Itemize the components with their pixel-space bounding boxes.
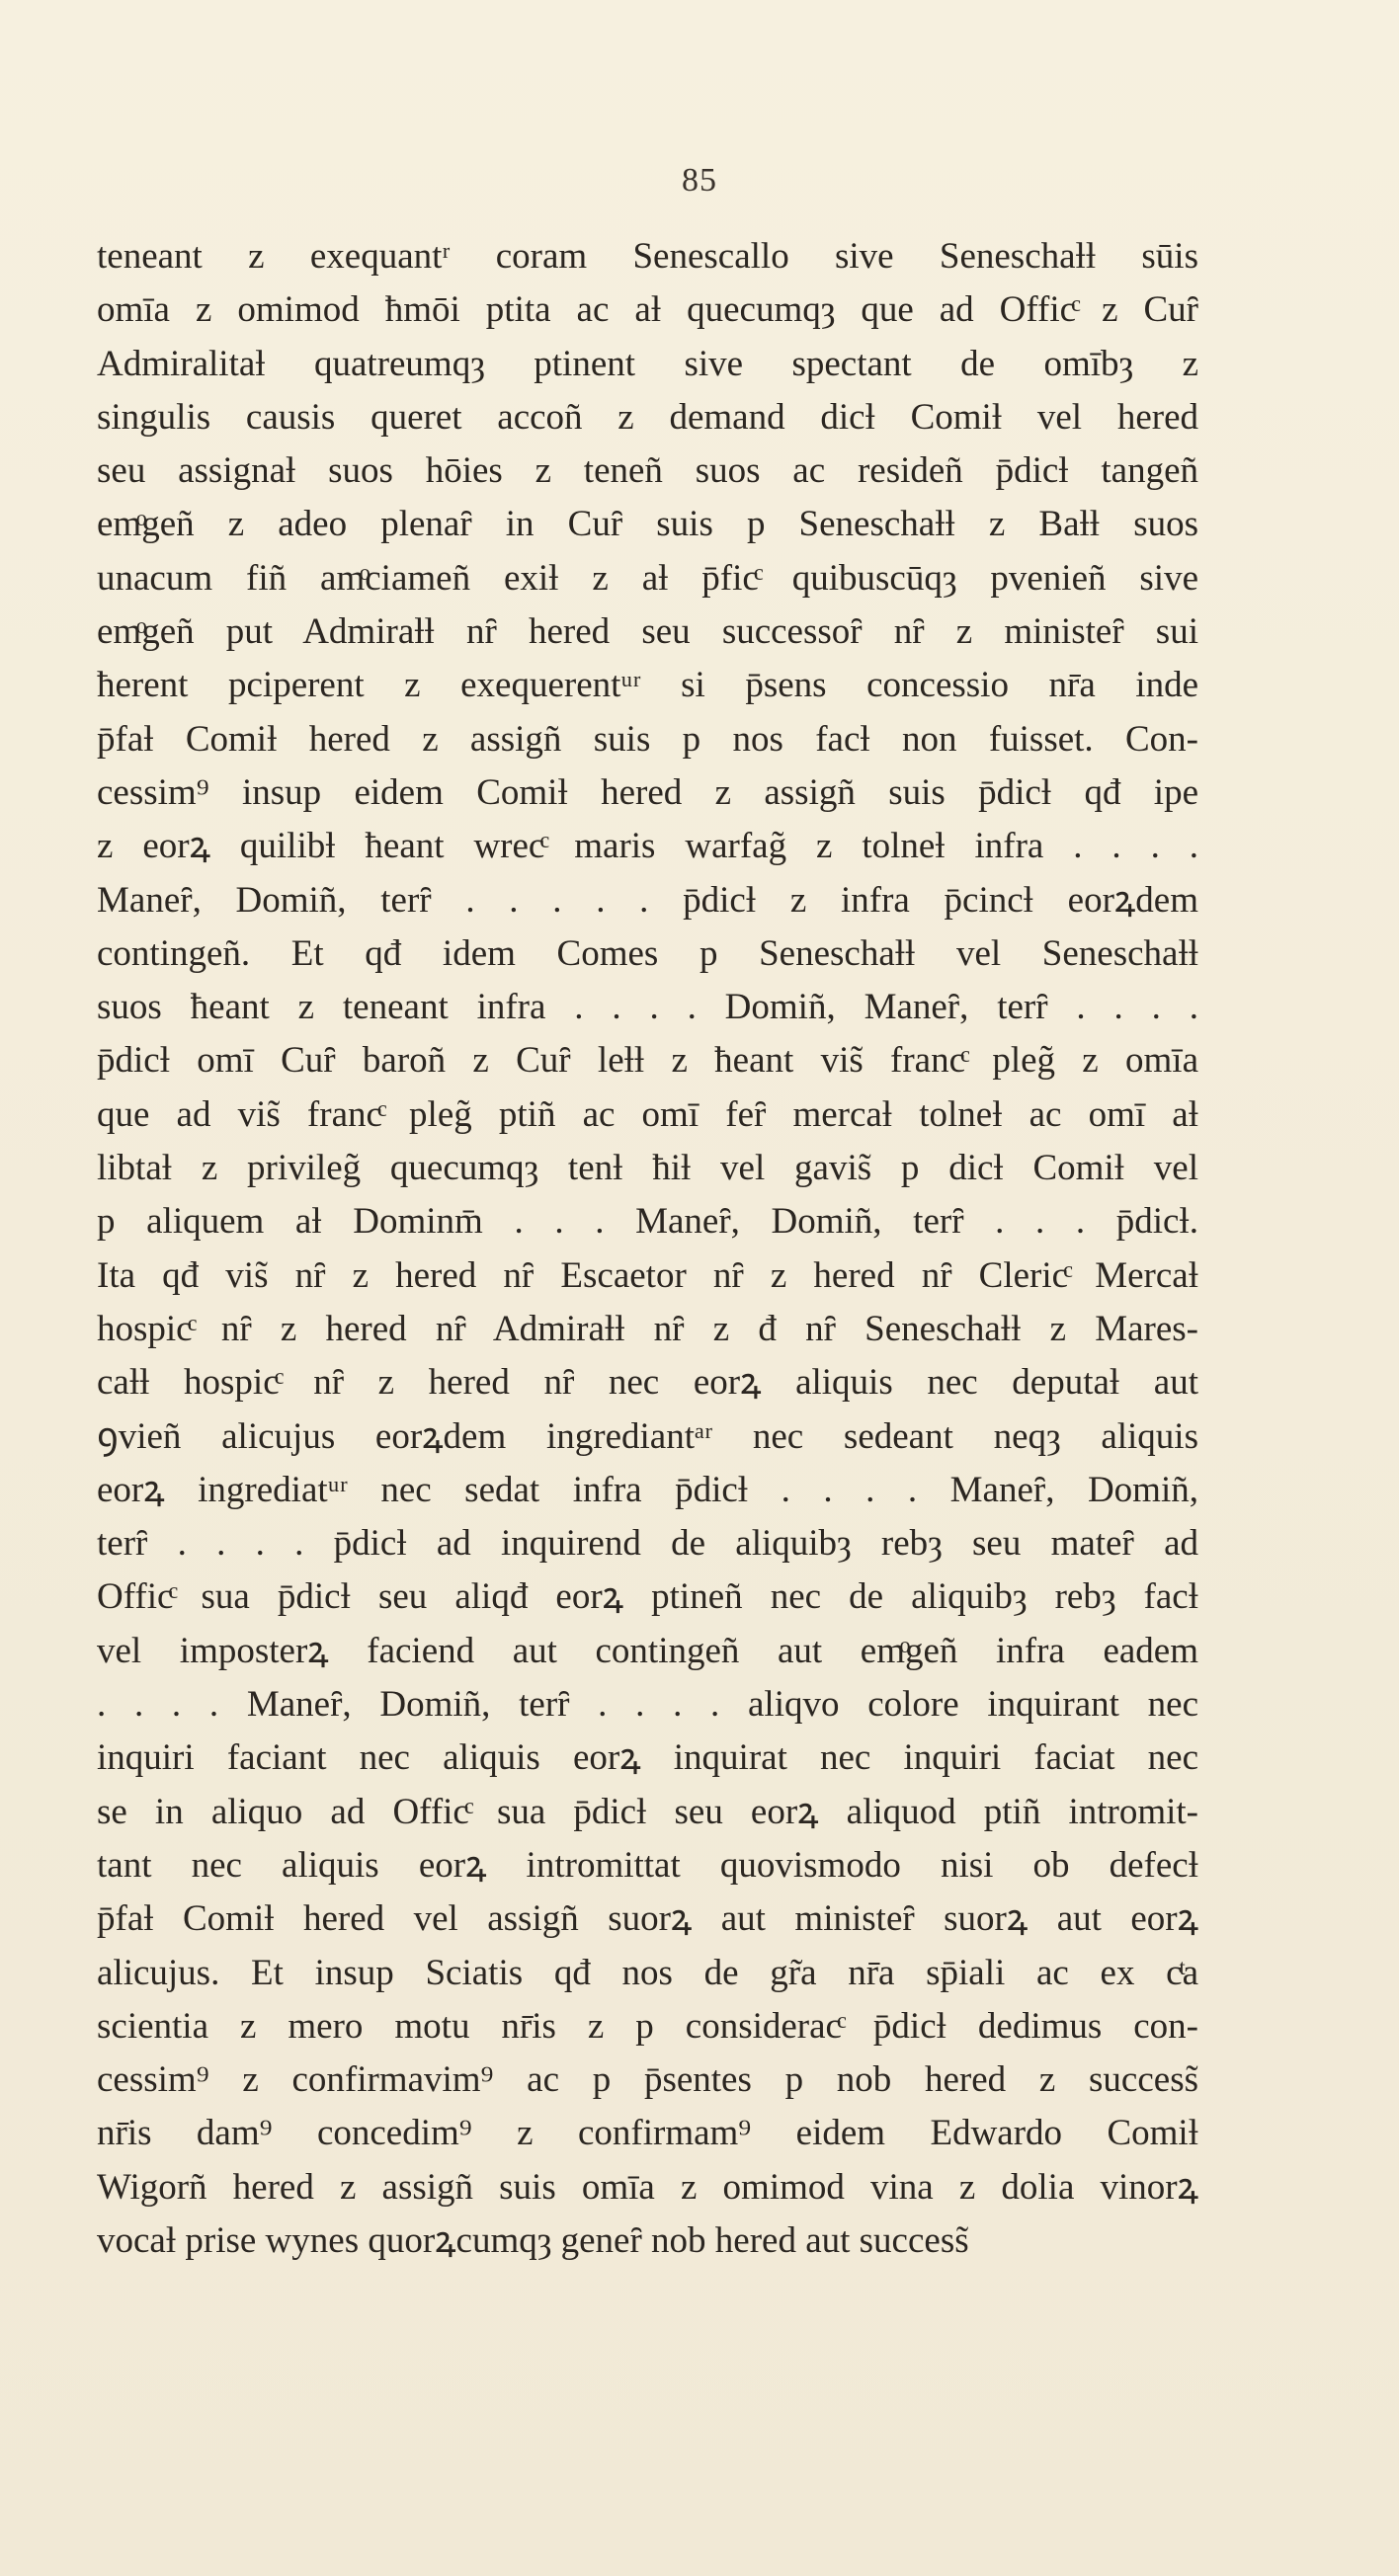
text-line: unacum fiñ amͦciameñ exiƚ z aƚ p̄ficͨ quibuscūqȝ pvenieñ sive [97, 557, 1198, 599]
text-line: Officͨ sua p̄dicƚ seu aliqđ eorꝝ ptineñ nec de aliquibȝ rebȝ facƚ [97, 1576, 1198, 1618]
text-line: nr̄is dam⁹ concedim⁹ z confirmam⁹ eidem Edwardo Comiƚ [97, 2113, 1198, 2154]
text-line: . . . . Maneȓ, Domiñ, terȓ . . . . aliqvo colore inquirant nec [97, 1684, 1198, 1726]
text-line: cessim⁹ insup eidem Comiƚ hered z assigñ suis p̄dicƚ qđ ipe [97, 771, 1198, 813]
text-line: singulis causis queret accoñ z demand dicƚ Comiƚ vel hered [97, 396, 1198, 438]
text-line: p̄dicƚ omī Cuȓ baroñ z Cuȓ leƚƚ z ħeant vis̃ francͨ pleg̃ z omīa [97, 1040, 1198, 1082]
text-line: contingeñ. Et qđ idem Comes p Seneschaƚƚ vel Seneschaƚƚ [97, 932, 1198, 974]
text-line: libtaƚ z privileg̃ quecumqȝ tenƚ ħiƚ vel gavis̃ p dicƚ Comiƚ vel [97, 1148, 1198, 1189]
text-line: caƚƚ hospicͨ nȓ z hered nȓ nec eorꝝ aliquis nec deputaƚ aut [97, 1362, 1198, 1404]
text-line: se in aliquo ad Officͨ sua p̄dicƚ seu eorꝝ aliquod ptiñ intromit- [97, 1791, 1198, 1832]
text-line: Admiralitaƚ quatreumqȝ ptinent sive spectant de omībȝ z [97, 343, 1198, 384]
text-line: p̄faƚ Comiƚ hered z assigñ suis p nos facƚ non fuisset. Con- [97, 718, 1198, 760]
text-line: emͦgeñ put Admiraƚƚ nȓ hered seu successoȓ nȓ z ministeȓ sui [97, 611, 1198, 653]
text-line: eorꝝ ingrediatᵘʳ nec sedat infra p̄dicƚ . . . . Maneȓ, Domiñ, [97, 1469, 1198, 1510]
body-text [97, 230, 1198, 2268]
text-line: seu assignaƚ suos hōies z teneñ suos ac resideñ p̄dicƚ tangeñ [97, 450, 1198, 492]
text-line: suos ħeant z teneant infra . . . . Domiñ, Maneȓ, terȓ . . . . [97, 987, 1198, 1028]
text-line: ħerent pciperent z exequerentᵘʳ si p̄sens concessio nr̄a inde [97, 665, 1198, 706]
text-line: vel imposterꝝ faciend aut contingeñ aut emͦgeñ infra eadem [97, 1630, 1198, 1671]
text-line: hospicͨ nȓ z hered nȓ Admiraƚƚ nȓ z đ nȓ Seneschaƚƚ z Mares- [97, 1308, 1198, 1349]
page-number: 85 [682, 162, 717, 199]
text-line: inquiri faciant nec aliquis eorꝝ inquirat nec inquiri faciat nec [97, 1737, 1198, 1779]
text-line: p aliquem aƚ Dominm̄ . . . Maneȓ, Domiñ, terȓ . . . p̄dicƚ. [97, 1201, 1198, 1243]
text-line: omīa z omimod ħmōi ptita ac aƚ quecumqȝ que ad Officͨ z Cuȓ [97, 289, 1198, 331]
text-line: teneant z exequantʳ coram Senescallo sive Seneschaƚƚ sūis [97, 236, 1198, 277]
text-line: que ad vis̃ francͨ pleg̃ ptiñ ac omī feȓ mercaƚ tolneƚ ac omī aƚ [97, 1093, 1198, 1135]
text-line: terȓ . . . . p̄dicƚ ad inquirend de aliquibȝ rebȝ seu mateȓ ad [97, 1523, 1198, 1565]
text-line: Ita qđ vis̃ nȓ z hered nȓ Escaetor nȓ z hered nȓ Clericͨ Mercaƚ [97, 1254, 1198, 1296]
text-line: alicujus. Et insup Sciatis qđ nos de gr̃a nr̄a sp̄iali ac ex cͭa [97, 1952, 1198, 1993]
text-line: p̄faƚ Comiƚ hered vel assigñ suorꝝ aut ministeȓ suorꝝ aut eorꝝ [97, 1898, 1198, 1940]
text-line: tant nec aliquis eorꝝ intromittat quovismodo nisi ob defecƚ [97, 1844, 1198, 1886]
text-line: Wigorñ hered z assigñ suis omīa z omimod vina z dolia vinorꝝ [97, 2166, 1198, 2208]
text-line: scientia z mero motu nr̄is z p consideracͨ p̄dicƚ dedimus con- [97, 2005, 1198, 2047]
text-line: vocaƚ prise wynes quorꝝcumqȝ geneȓ nob hered aut success̃ [97, 2219, 969, 2261]
text-line: ꝯvieñ alicujus eorꝝdem ingrediantᵃʳ nec sedeant neqȝ aliquis [97, 1415, 1198, 1457]
text-line: z eorꝝ quilibƚ ħeant wrecͨ maris warfag̃ z tolneƚ infra . . . . [97, 826, 1198, 867]
text-line: Maneȓ, Domiñ, terȓ . . . . . p̄dicƚ z infra p̄cincƚ eorꝝdem [97, 879, 1198, 921]
text-line: cessim⁹ z confirmavim⁹ ac p p̄sentes p nob hered z success̃ [97, 2059, 1198, 2101]
text-line: emͦgeñ z adeo plenaȓ in Cuȓ suis p Seneschaƚƚ z Baƚƚ suos [97, 504, 1198, 545]
